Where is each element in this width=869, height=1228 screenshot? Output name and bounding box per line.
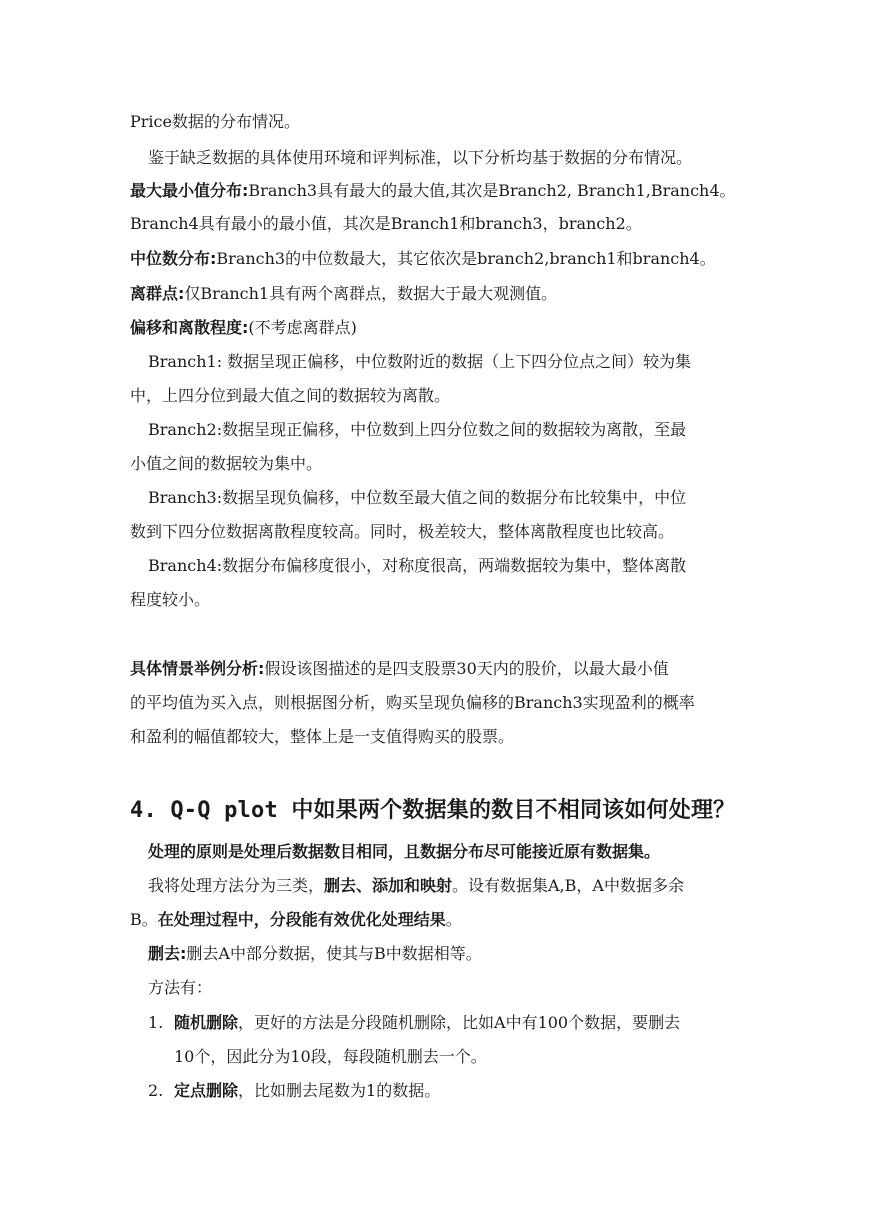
list-item xyxy=(148,1081,440,1101)
paragraph: 中，上四分位到最大值之间的数据较为离散。 xyxy=(130,386,451,405)
paragraph xyxy=(148,944,482,964)
list-item-continuation: 10个，因此分为10段，每段随机删去一个。 xyxy=(174,1047,487,1066)
text: (不考虑离群点) xyxy=(248,318,357,337)
text: ，更好的方法是分段随机删除，比如A中有100个数据，要删去 xyxy=(238,1013,681,1032)
paragraph xyxy=(130,249,716,269)
paragraph: Branch4具有最小的最小值，其次是Branch1和branch3，branch2。 xyxy=(130,214,642,233)
paragraph: 小值之间的数据较为集中。 xyxy=(130,454,323,473)
paragraph xyxy=(130,318,357,338)
text: 删去A中部分数据，使其与B中数据相等。 xyxy=(186,944,482,963)
paragraph xyxy=(130,284,557,304)
text: 我将处理方法分为三类， xyxy=(148,876,325,895)
label-median: 中位数分布: xyxy=(130,249,217,268)
text: 仅Branch1具有两个离群点，数据大于最大观测值。 xyxy=(184,284,558,303)
paragraph xyxy=(130,910,462,930)
label-delete: 删去: xyxy=(148,944,187,963)
text: Branch3具有最大的最大值,其次是Branch2, Branch1,Branch4。 xyxy=(248,181,736,200)
emphasis: 定点删除 xyxy=(174,1081,239,1100)
paragraph xyxy=(130,181,736,201)
paragraph: Branch1: 数据呈现正偏移，中位数附近的数据（上下四分位点之间）较为集 xyxy=(148,352,692,371)
list-item xyxy=(148,1013,680,1033)
text: 假设该图描述的是四支股票30天内的股价，以最大最小值 xyxy=(264,659,669,678)
emphasis: 随机删除 xyxy=(174,1013,239,1032)
section-heading: 4. Q-Q plot 中如果两个数据集的数目不相同该如何处理？ xyxy=(130,798,736,823)
label-outliers: 离群点: xyxy=(130,284,185,303)
list-number: 1. xyxy=(148,1013,164,1032)
paragraph: 数到下四分位数据离散程度较高。同时，极差较大，整体离散程度也比较高。 xyxy=(130,522,675,541)
paragraph: Price数据的分布情况。 xyxy=(130,112,300,131)
paragraph xyxy=(130,659,669,679)
text: 。设有数据集A,B，A中数据多余 xyxy=(452,876,684,895)
emphasis: 在处理过程中，分段能有效优化处理结果 xyxy=(157,910,446,929)
label-skew: 偏移和离散程度: xyxy=(130,318,249,337)
text: B。 xyxy=(130,910,158,929)
label-scenario: 具体情景举例分析: xyxy=(130,659,265,678)
paragraph: 鉴于缺乏数据的具体使用环境和评判标准，以下分析均基于数据的分布情况。 xyxy=(148,148,693,167)
paragraph: 程度较小。 xyxy=(130,590,211,609)
list-number: 2. xyxy=(148,1081,164,1100)
paragraph: 的平均值为买入点，则根据图分析，购买呈现负偏移的Branch3实现盈利的概率 xyxy=(130,693,695,712)
text: Branch3的中位数最大，其它依次是branch2,branch1和branch4。 xyxy=(216,249,716,268)
paragraph: 方法有： xyxy=(148,978,213,997)
principle-text: 处理的原则是处理后数据数目相同，且数据分布尽可能接近原有数据集。 xyxy=(148,842,661,861)
label-max-min: 最大最小值分布: xyxy=(130,181,249,200)
text: ，比如删去尾数为1的数据。 xyxy=(238,1081,441,1100)
paragraph: Branch4:数据分布偏移度很小，对称度很高，两端数据较为集中，整体离散 xyxy=(148,556,687,575)
paragraph: 和盈利的幅值都较大，整体上是一支值得购买的股票。 xyxy=(130,727,515,746)
emphasis: 删去、添加和映射 xyxy=(324,876,453,895)
paragraph: Branch3:数据呈现负偏移，中位数至最大值之间的数据分布比较集中，中位 xyxy=(148,488,687,507)
text: 。 xyxy=(445,910,462,929)
paragraph: Branch2:数据呈现正偏移，中位数到上四分位数之间的数据较为离散，至最 xyxy=(148,420,687,439)
paragraph xyxy=(148,876,684,896)
